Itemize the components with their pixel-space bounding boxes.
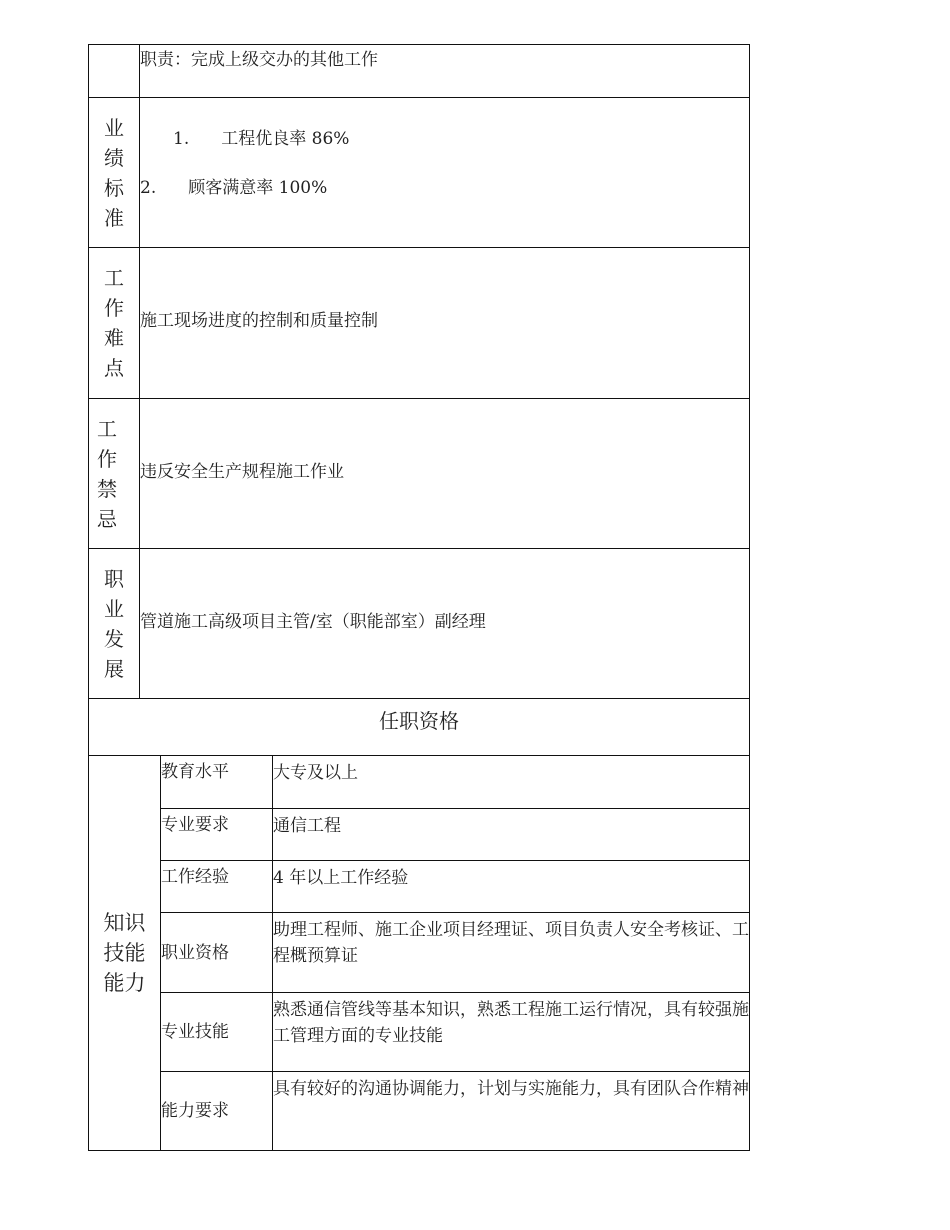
- career-text: 管道施工高级项目主管/室（职能部室）副经理: [140, 611, 486, 632]
- career-content: [140, 549, 750, 699]
- taboo-label: 工 作 禁 忌: [89, 399, 140, 549]
- qualification-title-row: [89, 699, 750, 756]
- experience-value: 4 年以上工作经验: [273, 861, 750, 913]
- skill-value: 熟悉通信管线等基本知识，熟悉工程施工运行情况，具有较强施工管理方面的专业技能: [273, 993, 750, 1072]
- table-row: [89, 809, 750, 861]
- education-label: 教育水平: [161, 756, 273, 809]
- performance-content: [140, 98, 750, 248]
- list-item: 1. 工程优良率 86%: [173, 129, 350, 149]
- skill-label: 专业技能: [161, 993, 273, 1072]
- taboo-row: [89, 399, 750, 549]
- career-label: 职 业 发 展: [89, 549, 140, 699]
- table-row: [89, 993, 750, 1072]
- major-value: 通信工程: [273, 809, 750, 861]
- difficulty-content: [140, 248, 750, 399]
- difficulty-label: 工 作 难 点: [89, 248, 140, 399]
- certification-label: 职业资格: [161, 913, 273, 993]
- knowledge-group-label: 知识 技能 能力: [89, 756, 161, 1151]
- education-value: 大专及以上: [273, 756, 750, 809]
- taboo-content: [140, 399, 750, 549]
- experience-label: 工作经验: [161, 861, 273, 913]
- list-item: 2. 顾客满意率 100%: [140, 178, 328, 198]
- career-row: [89, 549, 750, 699]
- ability-value: 具有较好的沟通协调能力，计划与实施能力，具有团队合作精神: [273, 1072, 750, 1151]
- duty-text: 职责：完成上级交办的其他工作: [140, 50, 378, 70]
- table-row: [89, 913, 750, 993]
- job-description-table: [88, 44, 749, 1151]
- performance-label: 业 绩 标 准: [89, 98, 140, 248]
- performance-row: [89, 98, 750, 248]
- table-row: [89, 1072, 750, 1151]
- qualification-title: 任职资格: [89, 699, 750, 756]
- duty-row: [89, 45, 750, 98]
- certification-value: 助理工程师、施工企业项目经理证、项目负责人安全考核证、工程概预算证: [273, 913, 750, 993]
- difficulty-text: 施工现场进度的控制和质量控制: [140, 311, 378, 331]
- taboo-text: 违反安全生产规程施工作业: [140, 461, 344, 482]
- table-row: [89, 861, 750, 913]
- duty-cell: [140, 45, 750, 98]
- duty-label-cell: [89, 45, 140, 98]
- table-row: [89, 756, 750, 809]
- difficulty-row: [89, 248, 750, 399]
- major-label: 专业要求: [161, 809, 273, 861]
- ability-label: 能力要求: [161, 1072, 273, 1151]
